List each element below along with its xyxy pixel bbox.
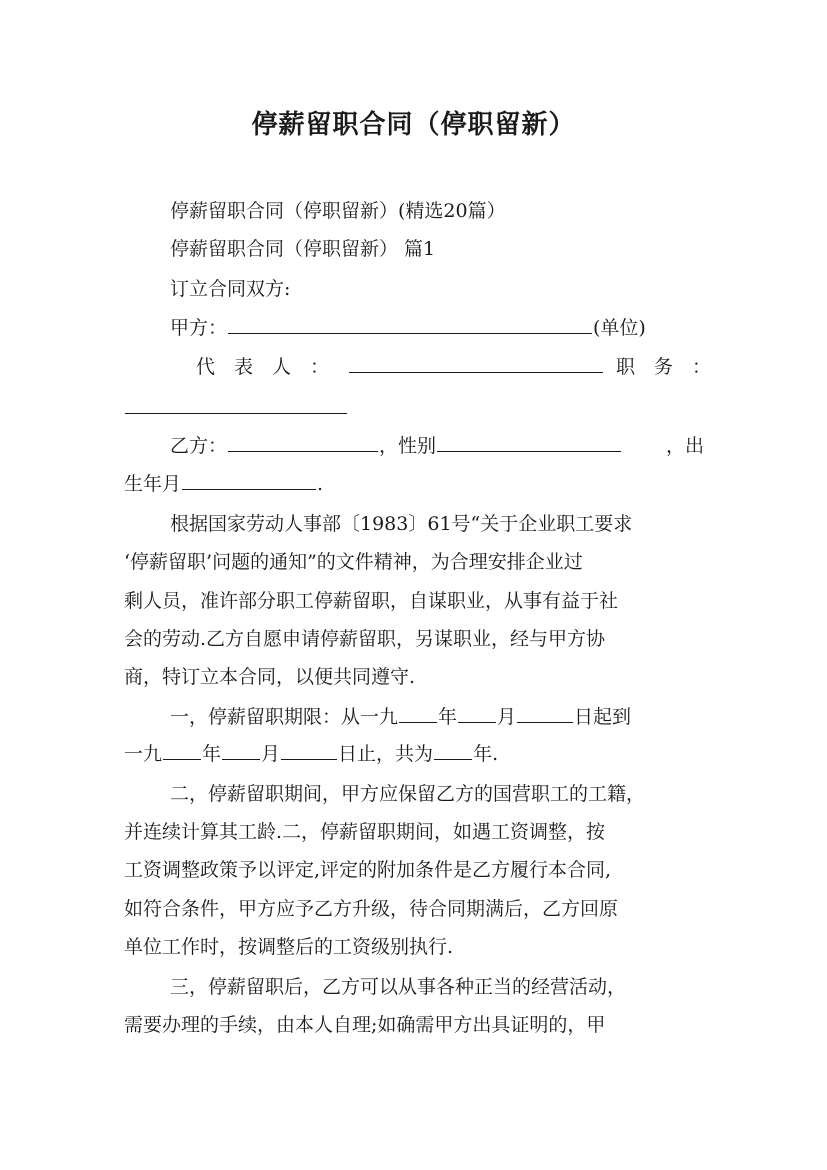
start-month-blank[interactable] [458,705,496,723]
para2-line: 二，停薪留职期间，甲方应保留乙方的国营职工的工籍， [170,783,646,805]
parties-heading: 订立合同双方: [170,278,291,300]
year-end-label: 年. [473,743,499,765]
party-a-suffix: (单位) [593,317,646,339]
para2-line: 并连续计算其工龄.二，停薪留职期间，如遇工资调整，按 [124,821,606,843]
day-start-label: 日起到 [574,706,632,728]
party-a-blank[interactable] [228,316,592,334]
position-blank[interactable] [125,396,347,414]
representative-label: 代表人： [196,356,349,378]
position-blank-line [124,396,704,420]
representative-line [196,355,731,379]
para1-line: ‘停薪留职’问题的通知”的文件精神，为合理安排企业过 [124,551,583,573]
birth-label-part1: ，出 [665,435,704,457]
para3-line: 三，停薪留职后，乙方可以从事各种正当的经营活动， [170,976,627,998]
document-subtitle: 停薪留职合同（停职留新）(精选20篇） [170,200,506,222]
party-b-line [170,434,704,458]
para1-line: 会的劳动.乙方自愿申请停薪留职，另谋职业，经与甲方协 [124,628,606,650]
para1-line: 剩人员，准许部分职工停薪留职，自谋职业，从事有益于社 [124,590,619,612]
para1-line: 根据国家劳动人事部〔1983〕61号“关于企业职工要求 [170,513,633,535]
end-month-blank[interactable] [222,742,260,760]
total-years-blank[interactable] [434,742,472,760]
section-heading: 停薪留职合同（停职留新） 篇1 [170,238,436,260]
month-label: 月 [497,706,517,728]
year-label: 年 [438,706,458,728]
para2-line: 工资调整政策予以评定,评定的附加条件是乙方履行本合同, [124,859,612,881]
party-a-line [170,316,704,340]
clause1-end-text: 一九 [124,743,163,765]
birth-label-part2: 生年月 [124,473,182,495]
clause1-line1 [170,705,704,729]
para3-line: 需要办理的手续，由本人自理;如确需甲方出具证明的，甲 [124,1014,606,1036]
birth-period: . [317,473,324,495]
party-b-blank[interactable] [228,434,378,452]
position-label: 职务： [616,356,731,378]
month-label: 月 [261,743,281,765]
para2-line: 如符合条件，甲方应予乙方升级，待合同期满后，乙方回原 [124,898,619,920]
start-day-blank[interactable] [517,705,573,723]
start-year-blank[interactable] [399,705,437,723]
birth-line [124,472,704,496]
birth-blank[interactable] [182,472,316,490]
gender-label: ，性别 [379,435,437,457]
end-day-blank[interactable] [281,742,337,760]
para2-line: 单位工作时，按调整后的工资级别执行. [124,936,454,958]
year-label: 年 [202,743,222,765]
document-title: 停薪留职合同（停职留新） [251,110,576,140]
day-end-label: 日止，共为 [338,743,434,765]
para1-line: 商，特订立本合同，以便共同遵守. [124,666,416,688]
party-a-label: 甲方： [170,317,228,339]
end-year-blank[interactable] [163,742,201,760]
representative-blank[interactable] [349,355,603,373]
clause1-start-text: 一，停薪留职期限：从一九 [170,706,399,728]
party-b-label: 乙方： [170,435,228,457]
gender-blank[interactable] [437,434,621,452]
clause1-line2 [124,742,704,766]
